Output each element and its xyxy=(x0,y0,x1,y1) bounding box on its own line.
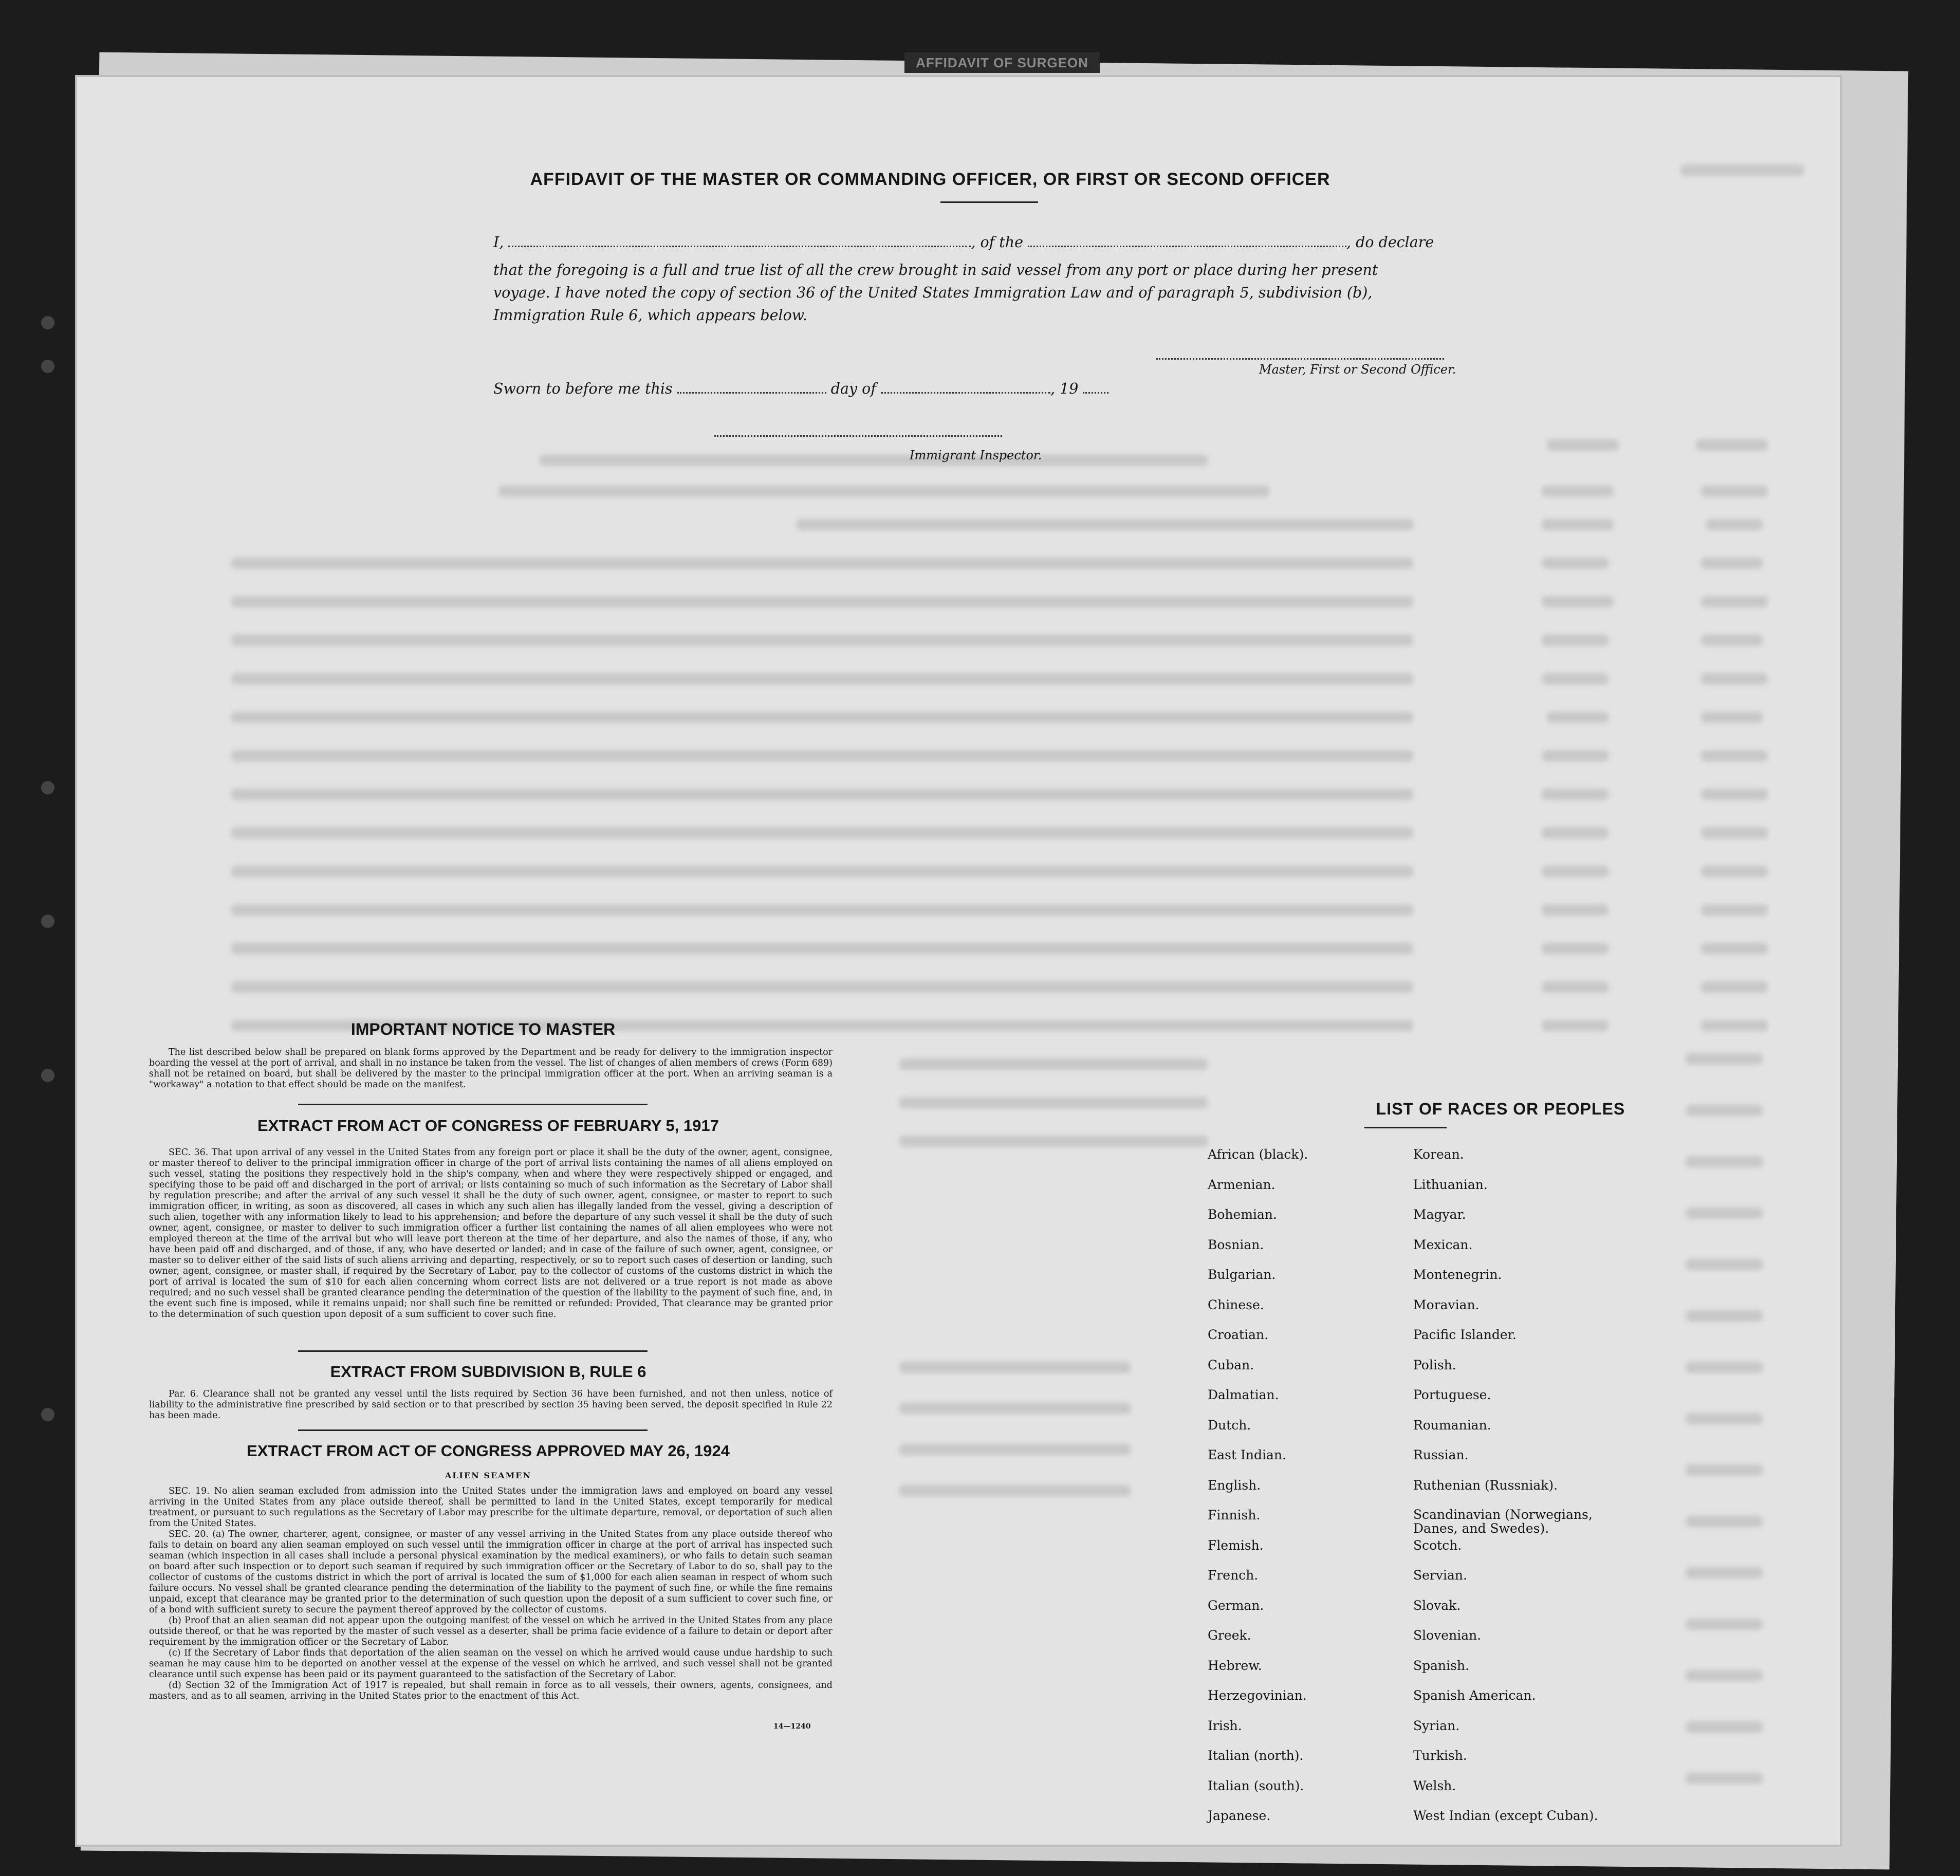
inspector-caption: Immigrant Inspector. xyxy=(910,448,1042,462)
divider-1 xyxy=(298,1104,648,1105)
sworn-month-blank[interactable] xyxy=(881,389,1050,394)
declaration-do-declare: , do declare xyxy=(1346,234,1434,251)
sworn-line xyxy=(493,378,1573,400)
sworn-year-blank[interactable] xyxy=(1083,389,1108,394)
declaration-line-4: Immigration Rule 6, which appears below. xyxy=(493,307,807,324)
race-item: Cuban. xyxy=(1208,1357,1254,1372)
header-tab-label: AFFIDAVIT OF SURGEON xyxy=(904,52,1100,73)
race-item: Pacific Islander. xyxy=(1413,1327,1517,1342)
race-item: Slovenian. xyxy=(1413,1628,1482,1643)
race-item: Moravian. xyxy=(1413,1297,1480,1312)
race-item: Italian (south). xyxy=(1208,1778,1304,1793)
inspector-signature-line[interactable] xyxy=(714,435,1002,437)
divider-3 xyxy=(298,1429,648,1431)
race-item: East Indian. xyxy=(1208,1447,1286,1462)
binding-tack xyxy=(41,316,54,329)
notice-paragraph: The list described below shall be prepared on blank forms approved by the Department and be ready for delivery to the immigration inspector boarding the vessel at the port of arrival, and shall in no instance be taken from the vessel. The list of changes of alien members of crews (Form 689) shall not be retained on board, but shall be delivered by the master to the principal immigration officer at the port. When an arriving seaman is a "workaway" a notation to that effect should be made on the manifest. xyxy=(149,1047,833,1090)
race-item: Japanese. xyxy=(1208,1808,1271,1823)
race-item: Spanish American. xyxy=(1413,1688,1536,1703)
race-item: Irish. xyxy=(1208,1718,1242,1733)
race-item: Scotch. xyxy=(1413,1537,1462,1553)
race-item: Portuguese. xyxy=(1413,1387,1491,1402)
race-item: Syrian. xyxy=(1413,1718,1460,1733)
binding-tack xyxy=(41,915,54,928)
races-title: LIST OF RACES OR PEOPLES xyxy=(1376,1100,1625,1118)
master-signature-line[interactable] xyxy=(1156,358,1444,360)
binding-tack xyxy=(41,360,54,373)
race-item: Korean. xyxy=(1413,1147,1464,1162)
race-item: Scandinavian (Norwegians, Danes, and Swedes). xyxy=(1413,1507,1593,1536)
rule6-title: EXTRACT FROM SUBDIVISION B, RULE 6 xyxy=(330,1363,646,1381)
declaration-line-3: voyage. I have noted the copy of section 36 of the United States Immigration Law and of paragraph 5, subdivision (b), xyxy=(493,284,1373,301)
binding-tack xyxy=(41,1408,54,1421)
race-item: Croatian. xyxy=(1208,1327,1269,1342)
vessel-blank-field[interactable] xyxy=(1028,243,1346,247)
declaration-line-2: that the foregoing is a full and true list of all the crew brought in said vessel from any port or place during her present xyxy=(493,262,1378,278)
race-item: Bohemian. xyxy=(1208,1207,1277,1222)
race-item: Finnish. xyxy=(1208,1508,1261,1522)
notice-body xyxy=(149,1047,833,1090)
extract-1917-paragraph: SEC. 36. That upon arrival of any vessel in the United States from any foreign port or place it shall be the duty of the owner, agent, consignee, or master thereof to deliver to the principal immigration officer in charge of the port of arrival lists containing the names of all aliens employed on such vessel, stating the positions they respectively hold in the ship's company, when and where they were respectively shipped or engaged, and specifying those to be paid off and discharged in the port of arrival; or lists containing so much of such information as the Secretary of Labor shall by regulation prescribe; and after the arrival of any such vessel it shall be the duty of such owner, agent, consignee, or master to report to such immigration officer, in writing, as soon as discovered, all cases in which any such alien has illegally landed from the vessel, giving a description of such alien, together with any information likely to lead to his apprehension; and before the departure of any such vessel it shall be the duty of such owner, agent, consignee, or master to deliver to such immigration officer a further list containing the names of all alien employees who were not employed thereon at the time of the arrival but who will leave port thereon at the time of her departure, and also the names of those, if any, who have been paid off and discharged, and of those, if any, who have deserted or landed; and in case of the failure of such owner, agent, consignee, or master so to deliver either of the said lists of such aliens arriving and departing, respectively, or so to report such cases of desertion or landing, such owner, agent, consignee, or master shall, if required by the Secretary of Labor, pay to the collector of customs of the customs district in which the port of arrival is located the sum of $10 for each alien concerning whom correct lists are not delivered or a true report is not made as above required; and no such vessel shall be granted clearance pending the determination of the question of the liability to the payment of such fine, and, in the event such fine is imposed, while it remains unpaid; nor shall such fine be remitted or refunded: Provided, That clearance may be granted prior to the determination of such question upon deposit of a sum sufficient to cover such fine. xyxy=(149,1147,833,1320)
races-left-column xyxy=(1208,1147,1308,1838)
race-item: Lithuanian. xyxy=(1413,1177,1488,1192)
race-item: Herzegovinian. xyxy=(1208,1688,1307,1703)
race-item: German. xyxy=(1208,1598,1264,1613)
rule6-body xyxy=(149,1389,833,1421)
race-item: Flemish. xyxy=(1208,1537,1264,1553)
master-signature-caption: Master, First or Second Officer. xyxy=(1259,362,1456,377)
sworn-day-of: day of xyxy=(830,380,876,397)
race-item: Chinese. xyxy=(1208,1297,1264,1312)
race-item: Polish. xyxy=(1413,1357,1456,1372)
extract-1917-body xyxy=(149,1147,833,1320)
extract-1917-title: EXTRACT FROM ACT OF CONGRESS OF FEBRUARY 5, 1917 xyxy=(257,1117,719,1135)
race-item: Spanish. xyxy=(1413,1658,1470,1673)
binding-tack xyxy=(41,781,54,794)
race-item: Welsh. xyxy=(1413,1778,1456,1793)
race-item: Dutch. xyxy=(1208,1417,1251,1433)
race-item: Magyar. xyxy=(1413,1207,1466,1222)
form-page xyxy=(77,77,1840,1845)
races-right-column xyxy=(1413,1147,1619,1838)
race-item: English. xyxy=(1208,1477,1261,1493)
binding-tack xyxy=(41,1069,54,1082)
sworn-day-blank[interactable] xyxy=(677,389,826,394)
race-item: Slovak. xyxy=(1413,1598,1461,1613)
race-item: Italian (north). xyxy=(1208,1748,1304,1763)
sec-20a-paragraph: SEC. 20. (a) The owner, charterer, agent, consignee, or master of any vessel arriving in the United States from any place outside thereof who fails to detain on board any alien seaman employed on such vessel until the immigration officer in charge at the port of arrival has inspected such seaman (which inspection in all cases shall include a personal physical examination by the medical examiners), or who fails to detain such seaman on board after such inspection or to deport such seaman if required by such immigration officer or the Secretary of Labor to do so, shall pay to the collector of customs of the customs district in which the port of arrival is located the sum of $1,000 for each alien seaman in respect of whom such failure occurs. No vessel shall be granted clearance pending the determination of the liability to the payment of such fine, or while the fine remains unpaid, except that clearance may be granted prior to the determination of such question upon the deposit of a sum sufficient to cover such fine, or of a bond with sufficient surety to secure the payment thereof approved by the collector of customs. xyxy=(149,1529,833,1615)
extract-1924-title: EXTRACT FROM ACT OF CONGRESS APPROVED MAY 26, 1924 xyxy=(247,1442,730,1460)
declaration-i: I, xyxy=(493,234,504,251)
rule6-paragraph: Par. 6. Clearance shall not be granted any vessel until the lists required by Section 36 have been furnished, and not then unless, notice of liability to the administrative fine prescribed by said section or to that prescribed by section 35 having been served, the deposit specified in Rule 22 has been made. xyxy=(149,1389,833,1421)
race-item: Montenegrin. xyxy=(1413,1267,1502,1282)
race-item: Russian. xyxy=(1413,1447,1469,1462)
extract-1924-body xyxy=(149,1486,833,1702)
race-item: Roumanian. xyxy=(1413,1417,1491,1433)
declaration-line-1 xyxy=(493,231,1573,254)
race-item: Turkish. xyxy=(1413,1748,1467,1763)
title-underline xyxy=(940,201,1038,203)
name-blank-field[interactable] xyxy=(508,243,971,247)
sworn-prefix: Sworn to before me this xyxy=(493,380,673,397)
notice-title: IMPORTANT NOTICE TO MASTER xyxy=(350,1020,616,1038)
race-item: Hebrew. xyxy=(1208,1658,1262,1673)
divider-2 xyxy=(298,1350,648,1352)
form-number: 14—1240 xyxy=(773,1722,811,1731)
sec-20b-paragraph: (b) Proof that an alien seaman did not appear upon the outgoing manifest of the vessel on which he arrived in the United States from any place outside thereof, or that he was reported by the master of such vessel as a deserter, shall be prima facie evidence of a failure to detain or deport after requirement by the immigration officer or the Secretary of Labor. xyxy=(149,1615,833,1647)
race-item: African (black). xyxy=(1208,1147,1308,1162)
declaration-of-the: , of the xyxy=(971,234,1023,251)
sec-19-paragraph: SEC. 19. No alien seaman excluded from admission into the United States under the immigration laws and employed on board any vessel arriving in the United States from any place outside thereof, shall be permitted to land in the United States, except temporarily for medical treatment, or pursuant to such regulations as the Secretary of Labor may prescribe for the ultimate departure, removal, or deportation of such alien from the United States. xyxy=(149,1486,833,1529)
race-item: Greek. xyxy=(1208,1628,1251,1643)
race-item: Servian. xyxy=(1413,1568,1467,1583)
alien-seamen-subtitle: ALIEN SEAMEN xyxy=(445,1471,532,1480)
race-item: French. xyxy=(1208,1568,1259,1583)
affidavit-title: AFFIDAVIT OF THE MASTER OR COMMANDING OFFICER, OR FIRST OR SECOND OFFICER xyxy=(530,170,1330,189)
sec-20c-paragraph: (c) If the Secretary of Labor finds that deportation of the alien seaman on the vessel on which he arrived would cause undue hardship to such seaman he may cause him to be deported on another vessel at the expense of the vessel on which he arrived, and such vessel shall not be granted clearance until such expense has been paid or its payment guaranteed to the satisfaction of the Secretary of Labor. xyxy=(149,1648,833,1680)
sec-20d-paragraph: (d) Section 32 of the Immigration Act of 1917 is repealed, but shall remain in force as to all vessels, their owners, agents, consignees, and masters, and as to all seamen, arriving in the United States prior to the enactment of this Act. xyxy=(149,1680,833,1701)
race-item: Bulgarian. xyxy=(1208,1267,1276,1282)
races-underline xyxy=(1364,1127,1447,1128)
race-item: Mexican. xyxy=(1413,1237,1473,1252)
race-item: West Indian (except Cuban). xyxy=(1413,1808,1598,1823)
race-item: Armenian. xyxy=(1208,1177,1275,1192)
sworn-year: , 19 xyxy=(1050,380,1079,397)
race-item: Bosnian. xyxy=(1208,1237,1264,1252)
race-item: Dalmatian. xyxy=(1208,1387,1279,1402)
race-item: Ruthenian (Russniak). xyxy=(1413,1477,1558,1493)
